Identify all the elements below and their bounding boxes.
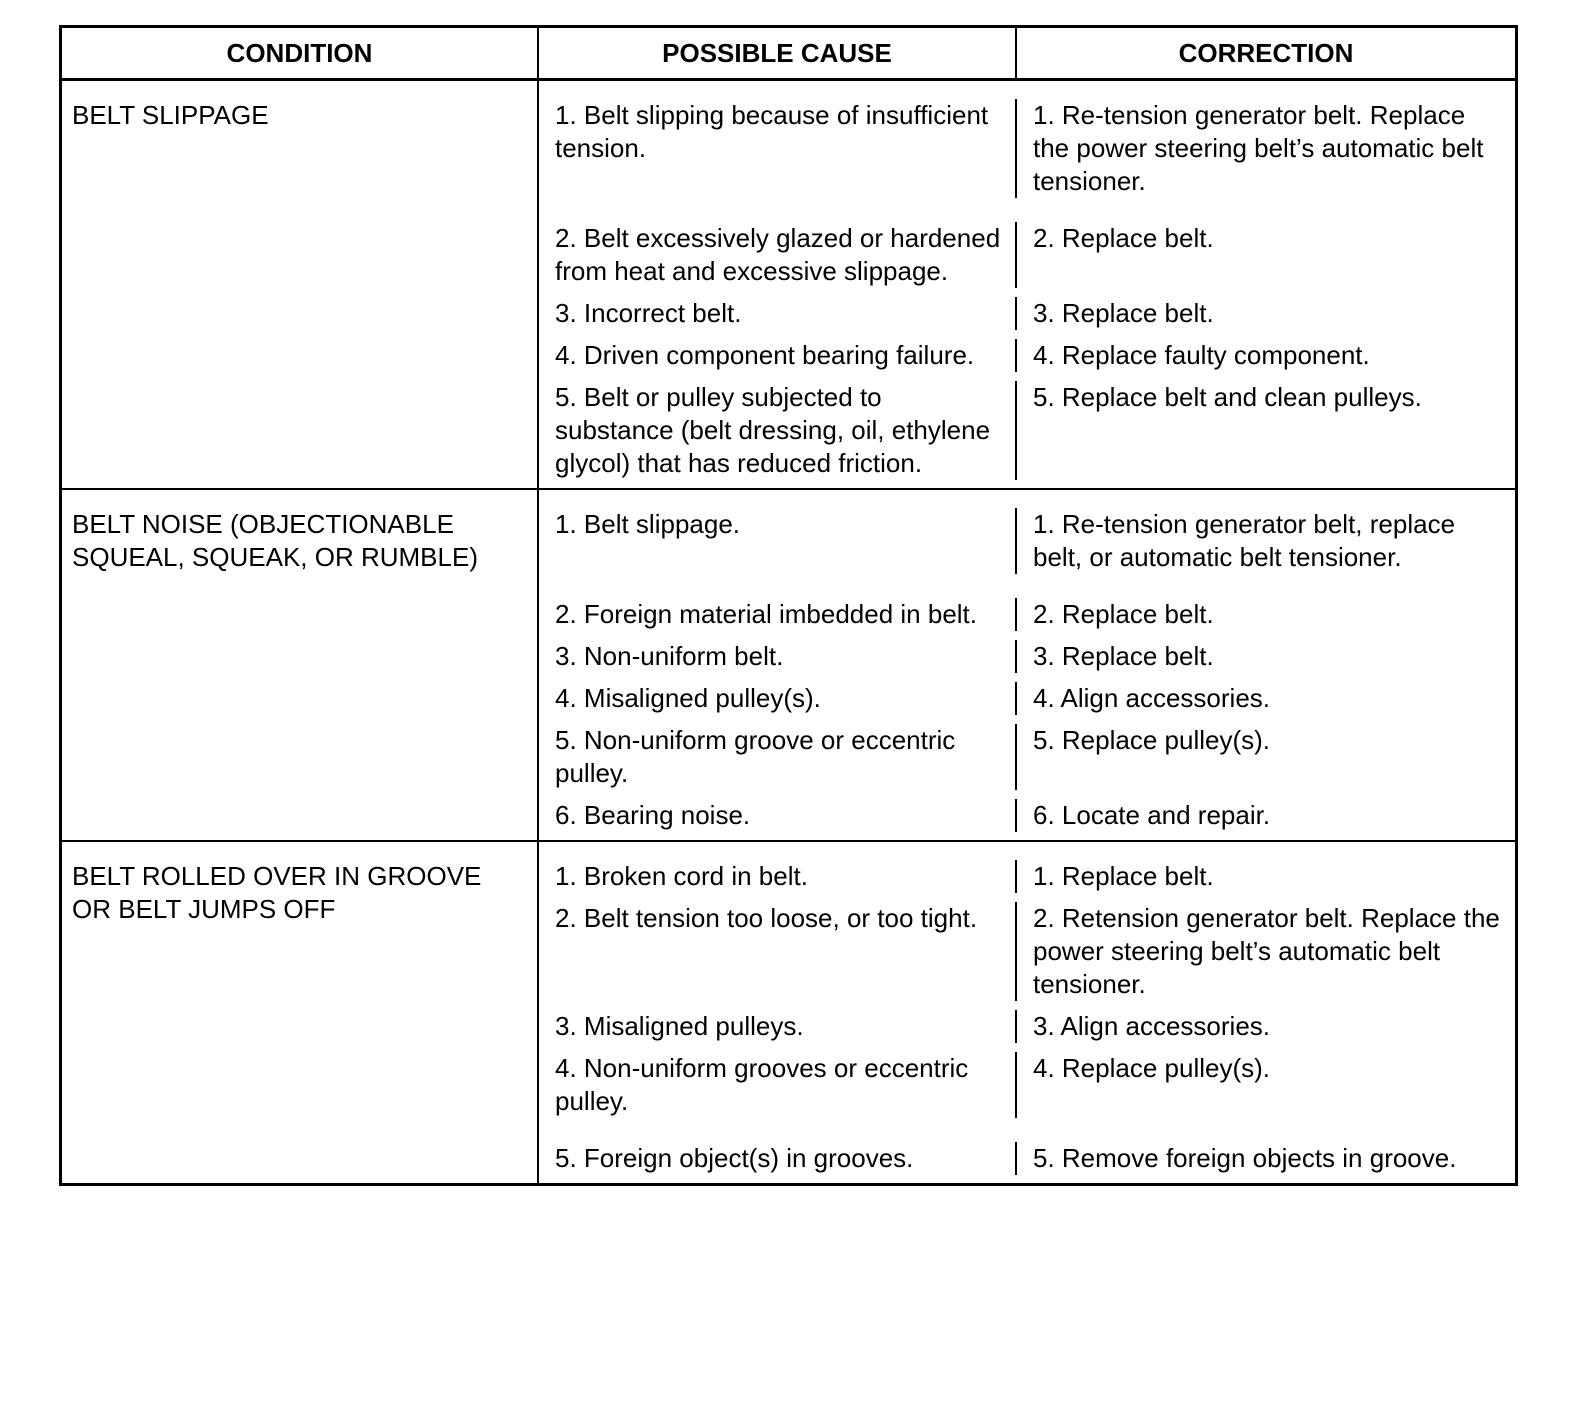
cause-text: 2. Foreign material imbedded in belt.	[539, 598, 1017, 631]
correction-text: 1. Re-tension generator belt, replace belt, or automatic belt tensioner.	[1033, 509, 1456, 572]
header-correction: CORRECTION	[1016, 28, 1515, 80]
correction-text: 4. Replace faulty component.	[1033, 340, 1370, 370]
cause-text: 1. Belt slipping because of insufficient tension.	[539, 99, 1017, 198]
correction-text: 3. Replace belt.	[1033, 298, 1214, 328]
correction-text: 4. Replace pulley(s).	[1033, 1053, 1270, 1083]
correction-text: 6. Locate and repair.	[1033, 800, 1271, 830]
correction-text: 3. Align accessories.	[1033, 1011, 1271, 1041]
table-row	[539, 508, 1515, 574]
correction-text: 2. Retension generator belt. Replace the power steering belt’s automatic belt tensioner.	[1033, 903, 1500, 999]
correction-text: 4. Align accessories.	[1033, 683, 1271, 713]
table-row	[539, 1052, 1515, 1118]
table-row	[539, 99, 1515, 198]
cause-text: 4. Misaligned pulley(s).	[539, 682, 1017, 715]
condition-group-belt-rolled-over	[62, 841, 1515, 1183]
table-row	[539, 297, 1515, 330]
condition-cell	[62, 489, 538, 841]
diagnosis-table-grid	[62, 28, 1515, 1183]
cause-text: 6. Bearing noise.	[539, 799, 1017, 832]
condition-cell	[62, 80, 538, 490]
condition-text: BELT SLIPPAGE	[72, 100, 269, 130]
correction-text: 2. Replace belt.	[1033, 223, 1214, 253]
cause-correction-cell	[538, 841, 1515, 1183]
table-row	[539, 799, 1515, 832]
table-row	[539, 682, 1515, 715]
table-row	[539, 1010, 1515, 1043]
cause-text: 3. Non-uniform belt.	[539, 640, 1017, 673]
table-row	[539, 598, 1515, 631]
cause-correction-cell	[538, 489, 1515, 841]
condition-cell	[62, 841, 538, 1183]
table-row	[539, 724, 1515, 790]
cause-text: 3. Misaligned pulleys.	[539, 1010, 1017, 1043]
table-row	[539, 222, 1515, 288]
correction-text: 5. Replace pulley(s).	[1033, 725, 1270, 755]
cause-text: 2. Belt tension too loose, or too tight.	[539, 902, 1017, 1001]
table-row	[539, 860, 1515, 893]
correction-text: 2. Replace belt.	[1033, 599, 1214, 629]
header-row	[62, 28, 1515, 80]
condition-text: BELT ROLLED OVER IN GROOVE OR BELT JUMPS OFF	[72, 861, 482, 924]
table-row	[539, 1142, 1515, 1175]
cause-correction-cell	[538, 80, 1515, 490]
header-possible-cause: POSSIBLE CAUSE	[538, 28, 1016, 80]
table-row	[539, 339, 1515, 372]
cause-text: 5. Foreign object(s) in grooves.	[539, 1142, 1017, 1175]
cause-text: 1. Belt slippage.	[539, 508, 1017, 574]
cause-text: 1. Broken cord in belt.	[539, 860, 1017, 893]
condition-group-belt-noise	[62, 489, 1515, 841]
cause-text: 4. Non-uniform grooves or eccentric pulley.	[539, 1052, 1017, 1118]
correction-text: 1. Replace belt.	[1033, 861, 1214, 891]
table-row	[539, 902, 1515, 1001]
cause-text: 5. Non-uniform groove or eccentric pulley.	[539, 724, 1017, 790]
cause-text: 3. Incorrect belt.	[539, 297, 1017, 330]
table-row	[539, 640, 1515, 673]
correction-text: 5. Replace belt and clean pulleys.	[1033, 382, 1422, 412]
diagnosis-table	[59, 25, 1518, 1186]
correction-text: 1. Re-tension generator belt. Replace the power steering belt’s automatic belt tensioner.	[1033, 100, 1484, 196]
condition-group-belt-slippage	[62, 80, 1515, 490]
cause-text: 5. Belt or pulley subjected to substance (belt dressing, oil, ethylene glycol) that has reduced friction.	[539, 381, 1017, 480]
header-condition: CONDITION	[62, 28, 538, 80]
cause-text: 2. Belt excessively glazed or hardened from heat and excessive slippage.	[539, 222, 1017, 288]
table-row	[539, 381, 1515, 480]
condition-text: BELT NOISE (OBJECTIONABLE SQUEAL, SQUEAK, OR RUMBLE)	[72, 509, 478, 572]
correction-text: 5. Remove foreign objects in groove.	[1033, 1143, 1457, 1173]
cause-text: 4. Driven component bearing failure.	[539, 339, 1017, 372]
correction-text: 3. Replace belt.	[1033, 641, 1214, 671]
